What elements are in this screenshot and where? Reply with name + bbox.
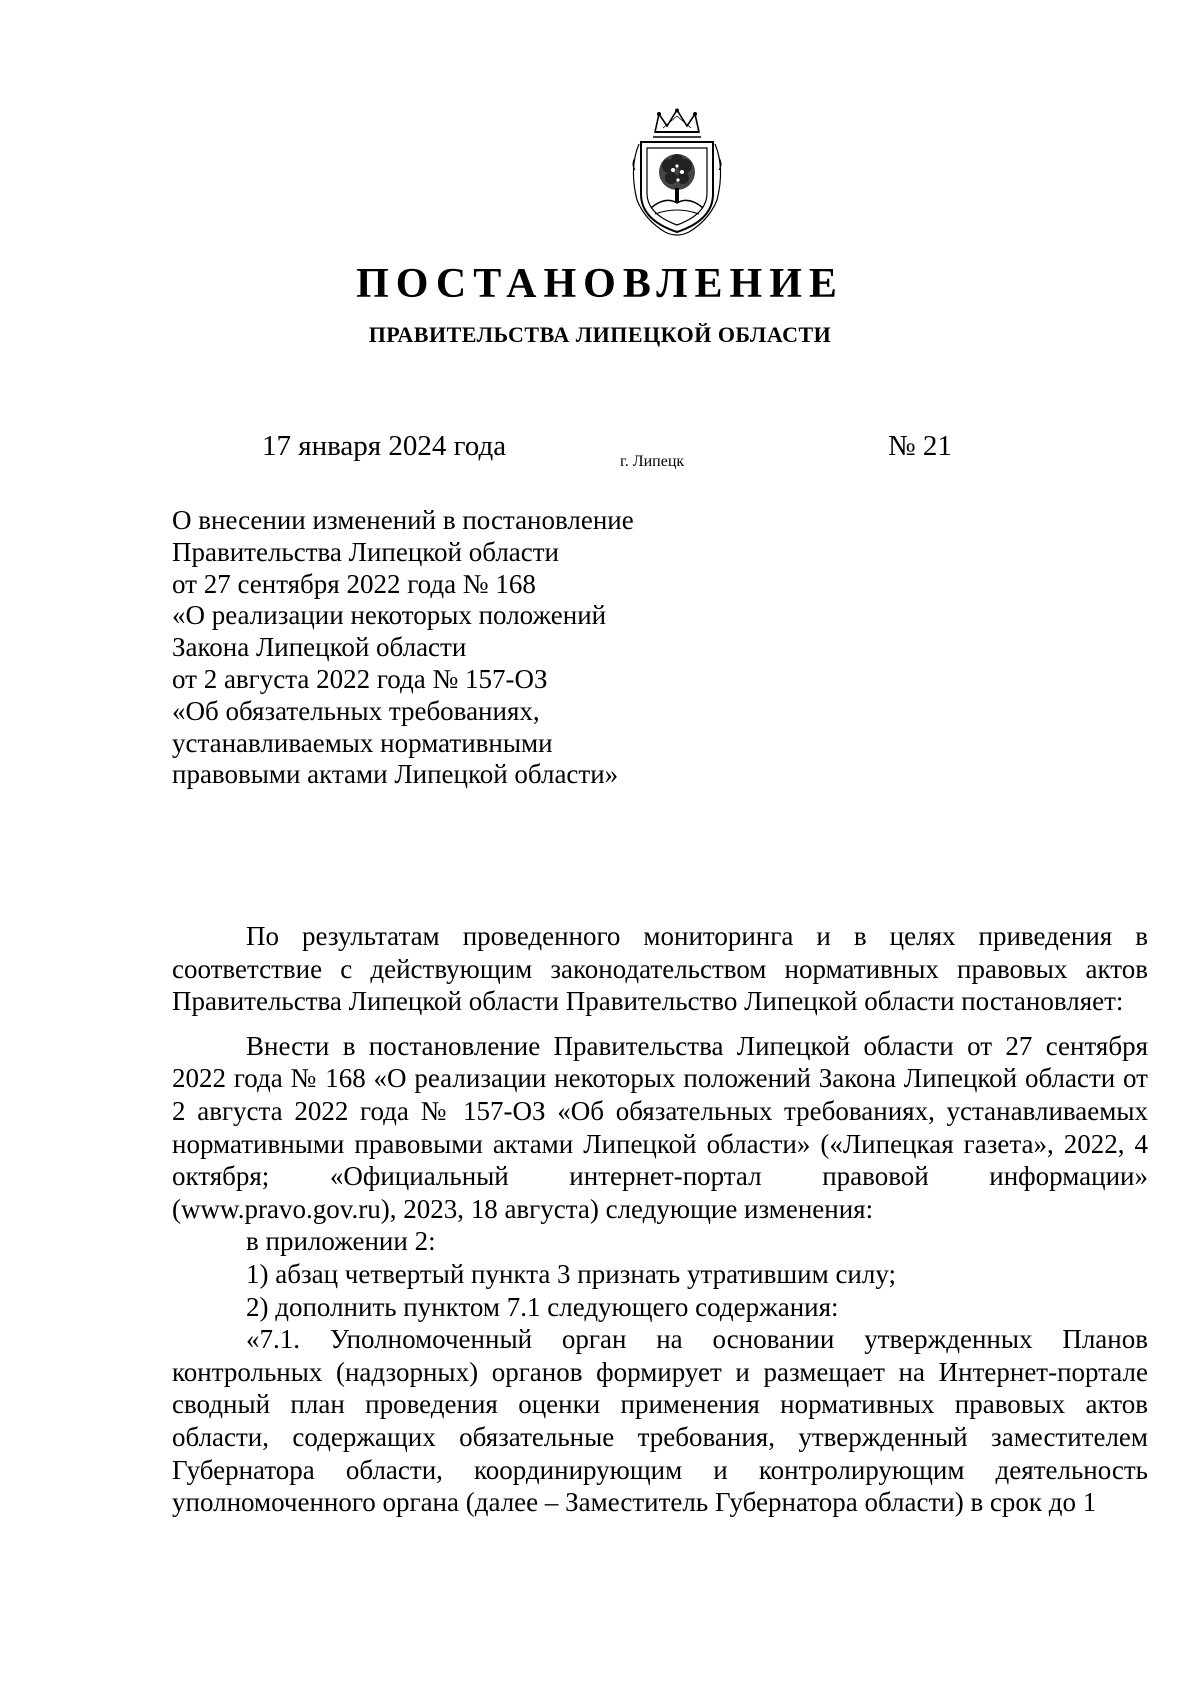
body-paragraph: По результатам проведенного мониторинга и в целях приведения в соответствие с действующим законодательством нормативных правовых актов Правительства Липецкой области Правительство Липецкой области постановляет: [172,921,1148,1017]
subject-line: от 27 сентября 2022 года № 168 [172,568,536,599]
body-paragraph: в приложении 2: [246,1226,436,1257]
body-paragraph: 1) абзац четвертый пункта 3 признать утратившим силу; [246,1258,897,1289]
document-date: 17 января 2024 года [262,430,507,462]
subject-line: Закона Липецкой области [172,632,467,663]
document-type-title: ПОСТАНОВЛЕНИЕ [356,261,844,307]
issuer-title: ПРАВИТЕЛЬСТВА ЛИПЕЦКОЙ ОБЛАСТИ [368,322,832,347]
document-body [172,920,1148,1519]
subject-line: «Об обязательных требованиях, [172,695,540,726]
document-city: г. Липецк [620,453,685,470]
subject-line: устанавливаемых нормативными [172,727,553,758]
document-subject [172,505,772,791]
body-paragraph: 2) дополнить пунктом 7.1 следующего содержания: [246,1291,839,1322]
body-paragraph: Внести в постановление Правительства Липецкой области от 27 сентября 2022 года № 168 «О реализации некоторых положений Закона Липецкой области от 2 августа 2022 года № 157-ОЗ «Об обязательных требованиях, устанавливаемых нормативными правовыми актами Липецкой области» («Липецкая газета», 2022, 4 октября; «Официальный интернет-портал правовой информации» (www.pravo.gov.ru), 2023, 18 августа) следующие изменения: [172,1030,1148,1224]
body-paragraph: «7.1. Уполномоченный орган на основании утвержденных Планов контрольных (надзорных) органов формирует и размещает на Интернет-портале сводный план проведения оценки применения нормативных правовых актов области, содержащих обязательные требования, утвержденный заместителем Губернатора области, координирующим и контролирующим деятельность уполномоченного органа (далее – Заместитель Губернатора области) в срок до 1 [172,1324,1148,1518]
subject-line: правовыми актами Липецкой области» [172,759,619,790]
subject-line: «О реализации некоторых положений [172,600,607,631]
subject-line: Правительства Липецкой области [172,536,560,567]
subject-line: О внесении изменений в постановление [172,505,634,535]
subject-line: от 2 августа 2022 года № 157-ОЗ [172,663,548,694]
document-number: № 21 [888,430,952,462]
coat-of-arms-icon [625,108,729,240]
